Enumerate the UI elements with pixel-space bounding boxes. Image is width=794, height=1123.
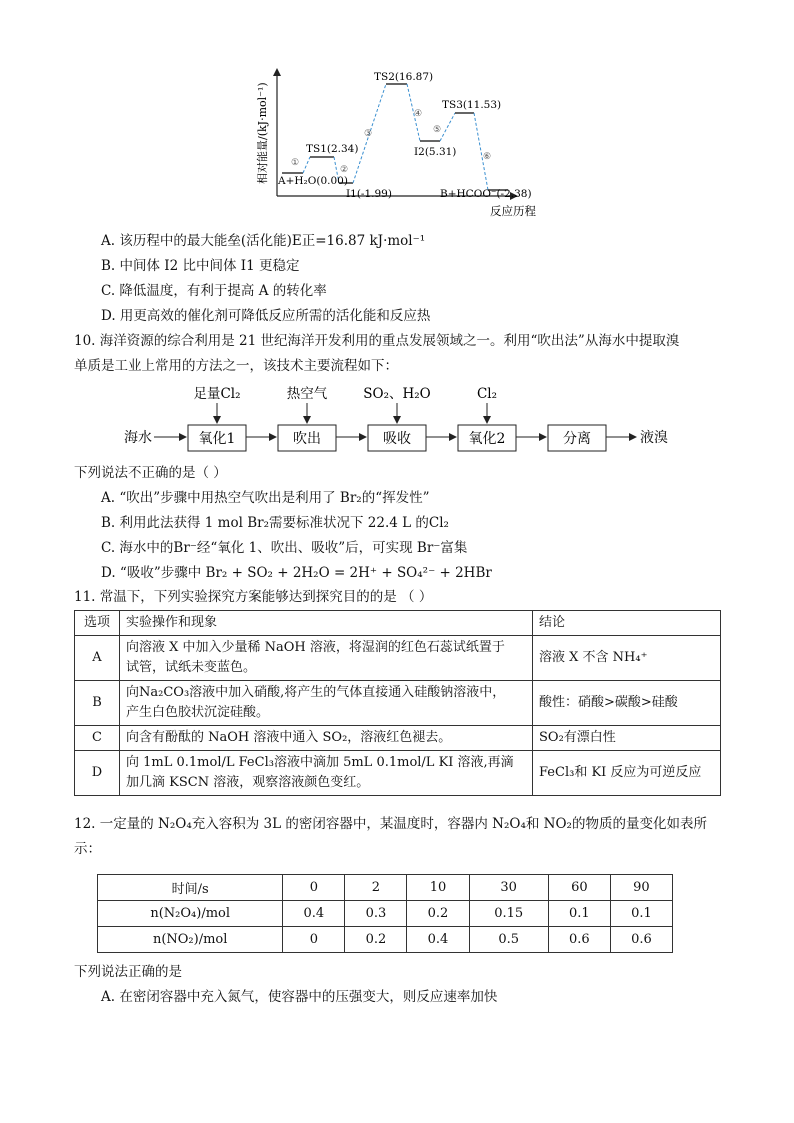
flow-box-label: 吸收 <box>383 431 411 447</box>
conclusion-cell: FeCl₃和 KI 反应为可逆反应 <box>533 751 721 796</box>
table-cell: 0 <box>283 927 345 953</box>
table-cell: 0.6 <box>548 927 610 953</box>
operation-cell: 向Na₂CO₃溶液中加入硝酸,将产生的气体直接通入硅酸钠溶液中， 产生白色胶状沉淀硅酸。 <box>120 681 533 726</box>
q9-option-c: C. 降低温度，有利于提高 A 的转化率 <box>101 283 327 299</box>
table-header: 60 <box>548 875 610 901</box>
q11-stem: 11. 常温下，下列实验探究方案能够达到探究目的的是 （ ） <box>74 589 433 605</box>
level-label: I2(5.31) <box>414 146 457 158</box>
level-label: B+HCOO⁻(-2.38) <box>440 188 532 200</box>
level-label: TS1(2.34) <box>306 143 359 155</box>
option-cell: A <box>75 636 120 681</box>
table-row <box>75 751 721 796</box>
step-marker: ④ <box>414 109 423 119</box>
table-cell: 0.2 <box>407 901 469 927</box>
table-cell: 0.2 <box>345 927 407 953</box>
table-header: 实验操作和现象 <box>120 611 533 636</box>
q12-data-table <box>97 874 673 953</box>
table-header: 选项 <box>75 611 120 636</box>
option-cell: C <box>75 726 120 751</box>
bromine-flow-chart <box>120 382 680 457</box>
table-header-row <box>75 611 721 636</box>
table-header: 0 <box>283 875 345 901</box>
table-header: 结论 <box>533 611 721 636</box>
table-header: 10 <box>407 875 469 901</box>
q10-stem-cont: 单质是工业上常用的方法之一，该技术主要流程如下： <box>74 358 398 374</box>
x-axis-label: 反应历程 <box>490 204 536 218</box>
table-cell: 0.1 <box>610 901 672 927</box>
operation-cell: 向含有酚酞的 NaOH 溶液中通入 SO₂，溶液红色褪去。 <box>120 726 533 751</box>
q10-option-a: A. “吹出”步骤中用热空气吹出是利用了 Br₂的“挥发性” <box>101 490 430 506</box>
flow-box-label: 氧化2 <box>468 431 506 447</box>
option-cell: B <box>75 681 120 726</box>
q10-option-d: D. “吸收”步骤中 Br₂ + SO₂ + 2H₂O = 2H⁺ + SO₄²⁻ + 2HBr <box>101 565 492 581</box>
flow-input: SO₂、H₂O <box>363 386 431 402</box>
conclusion-cell: 溶液 X 不含 NH₄⁺ <box>533 636 721 681</box>
q12-stem: 12. 一定量的 N₂O₄充入容积为 3L 的密闭容器中，某温度时，容器内 N₂O₄和 NO₂的物质的量变化如表所 <box>74 816 707 832</box>
table-cell: n(NO₂)/mol <box>98 927 283 953</box>
table-row <box>75 636 721 681</box>
flow-box-label: 氧化1 <box>198 431 236 447</box>
table-cell: 0.4 <box>407 927 469 953</box>
conclusion-cell: 酸性：硝酸>碳酸>硅酸 <box>533 681 721 726</box>
table-header: 30 <box>469 875 548 901</box>
level-label: A+H₂O(0.00) <box>278 175 348 187</box>
level-label: I1(-1.99) <box>346 188 392 200</box>
step-line <box>303 157 310 173</box>
energy-diagram <box>250 66 550 221</box>
table-cell: 0.3 <box>345 901 407 927</box>
flow-input: 热空气 <box>286 386 328 402</box>
table-cell: 0.15 <box>469 901 548 927</box>
table-header: 2 <box>345 875 407 901</box>
q10-option-b: B. 利用此法获得 1 mol Br₂需要标准状况下 22.4 L 的Cl₂ <box>101 515 449 531</box>
y-axis-arrow <box>273 68 281 76</box>
table-header: 90 <box>610 875 672 901</box>
step-marker: ② <box>340 165 349 175</box>
table-header-row <box>98 875 673 901</box>
operation-cell: 向 1mL 0.1mol/L FeCl₃溶液中滴加 5mL 0.1mol/L KI 溶液,再滴 加几滴 KSCN 溶液，观察溶液颜色变红。 <box>120 751 533 796</box>
q12-option-a: A. 在密闭容器中充入氮气，使容器中的压强变大，则反应速率加快 <box>101 989 498 1005</box>
y-axis-label: 相对能量/(kJ·mol⁻¹) <box>256 82 269 184</box>
level-label: TS3(11.53) <box>442 99 502 111</box>
q9-option-d: D. 用更高效的催化剂可降低反应所需的活化能和反应热 <box>101 308 431 324</box>
step-marker: ⑤ <box>433 125 442 135</box>
q9-option-b: B. 中间体 I2 比中间体 I1 更稳定 <box>101 258 300 274</box>
conclusion-cell: SO₂有漂白性 <box>533 726 721 751</box>
step-marker: ⑥ <box>483 152 492 162</box>
step-marker: ① <box>291 158 300 168</box>
table-row <box>98 927 673 953</box>
table-header: 时间/s <box>98 875 283 901</box>
table-row <box>75 726 721 751</box>
option-cell: D <box>75 751 120 796</box>
flow-start: 海水 <box>124 430 152 446</box>
table-cell: n(N₂O₄)/mol <box>98 901 283 927</box>
q10-stem: 10. 海洋资源的综合利用是 21 世纪海洋开发利用的重点发展领域之一。利用“吹出法”从海水中提取溴 <box>74 333 680 349</box>
step-marker: ③ <box>364 129 373 139</box>
flow-input: Cl₂ <box>476 386 498 402</box>
table-row <box>98 901 673 927</box>
q11-experiment-table <box>74 610 721 796</box>
flow-end: 液溴 <box>640 430 668 446</box>
q10-option-c: C. 海水中的Br⁻经“氧化 1、吹出、吸收”后，可实现 Br⁻富集 <box>101 540 468 556</box>
table-row <box>75 681 721 726</box>
table-cell: 0.1 <box>548 901 610 927</box>
level-label: TS2(16.87) <box>374 71 434 83</box>
flow-box-label: 分离 <box>563 431 591 447</box>
q9-option-a: A. 该历程中的最大能垒(活化能)E正=16.87 kJ·mol⁻¹ <box>101 233 426 249</box>
q10-prompt: 下列说法不正确的是（ ） <box>74 465 227 481</box>
step-line <box>440 113 455 141</box>
flow-box-label: 吹出 <box>293 431 321 447</box>
operation-cell: 向溶液 X 中加入少量稀 NaOH 溶液，将湿润的红色石蕊试纸置于 试管，试纸未变蓝色。 <box>120 636 533 681</box>
flow-input: 足量Cl₂ <box>193 386 241 402</box>
table-cell: 0.5 <box>469 927 548 953</box>
table-cell: 0.4 <box>283 901 345 927</box>
q12-prompt: 下列说法正确的是 <box>74 964 182 980</box>
q12-stem-cont: 示： <box>74 841 101 857</box>
table-cell: 0.6 <box>610 927 672 953</box>
